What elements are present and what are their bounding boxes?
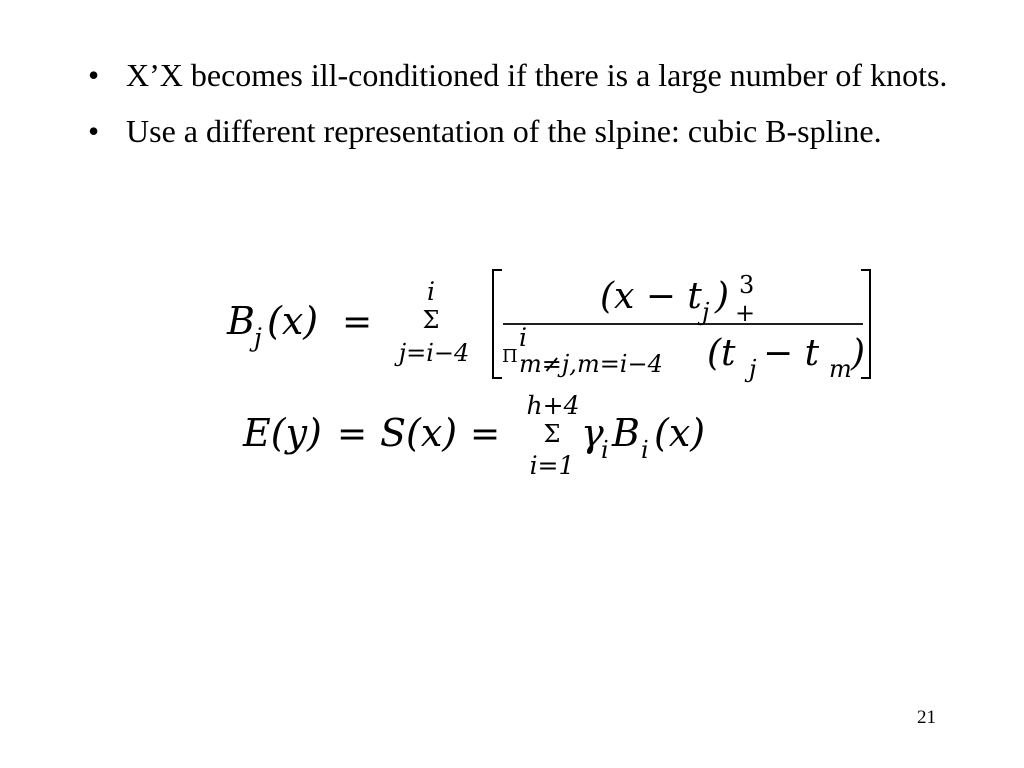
formula-block [215,262,895,482]
eq1-left-bracket [493,270,502,378]
eq2-b-sub: i [641,436,649,464]
eq1-equals: = [342,302,373,343]
eq1-sum-upper: i [427,277,435,306]
eq1-denominator-mid: − t [763,333,820,374]
eq1-numerator-close: ) [715,276,730,317]
bullet-list [88,52,948,164]
eq2-lhs: E(y) [243,411,322,455]
equation-expected-value [242,391,705,480]
bullet-marker: • [88,113,100,149]
bullet-text: X’X becomes ill-conditioned if there is a large number of knots. [126,57,948,93]
eq1-denominator-open: (t [707,333,736,374]
eq2-equals-2: = [470,414,501,455]
eq1-denominator-sub1: j [749,355,757,383]
eq1-prod-symbol: Π [502,346,518,367]
bullet-item-b-spline [88,108,948,155]
eq1-numerator-plus: + [735,299,756,327]
eq2-mid: S(x) [380,411,458,455]
eq2-sum-symbol: Σ [543,420,561,448]
eq1-sum-lower: j=i−4 [398,339,470,367]
eq1-prod-upper: i [519,323,527,352]
equation-b-spline [226,270,870,383]
eq2-b: B [612,411,640,455]
page-number: 21 [917,707,936,728]
eq1-numerator-sup: 3 [739,271,755,299]
eq2-equals-1: = [337,414,368,455]
eq1-lhs-sub: j [254,323,262,352]
eq1-numerator-sub: j [702,298,710,326]
eq1-denominator-sub2: m [829,355,852,383]
eq1-denominator-close: ) [851,333,866,374]
bullet-item-ill-conditioned [88,52,948,99]
eq1-prod-lower: m≠j,m=i−4 [519,350,663,378]
eq2-gamma: γ [581,411,604,455]
eq1-lhs-arg: (x) [267,299,319,343]
eq2-sum-upper: h+4 [526,391,580,420]
bullet-text: Use a different representation of the slpine: cubic B-spline. [126,113,882,149]
eq2-b-arg: (x) [654,411,706,455]
bullet-marker: • [88,57,100,93]
formula-svg [215,262,895,482]
eq2-gamma-sub: i [601,436,609,464]
eq1-sum-symbol: Σ [422,306,440,334]
eq2-sum-lower: i=1 [529,451,575,480]
eq1-lhs-b: B [227,299,255,343]
eq1-numerator-main: (x − t [600,276,702,317]
